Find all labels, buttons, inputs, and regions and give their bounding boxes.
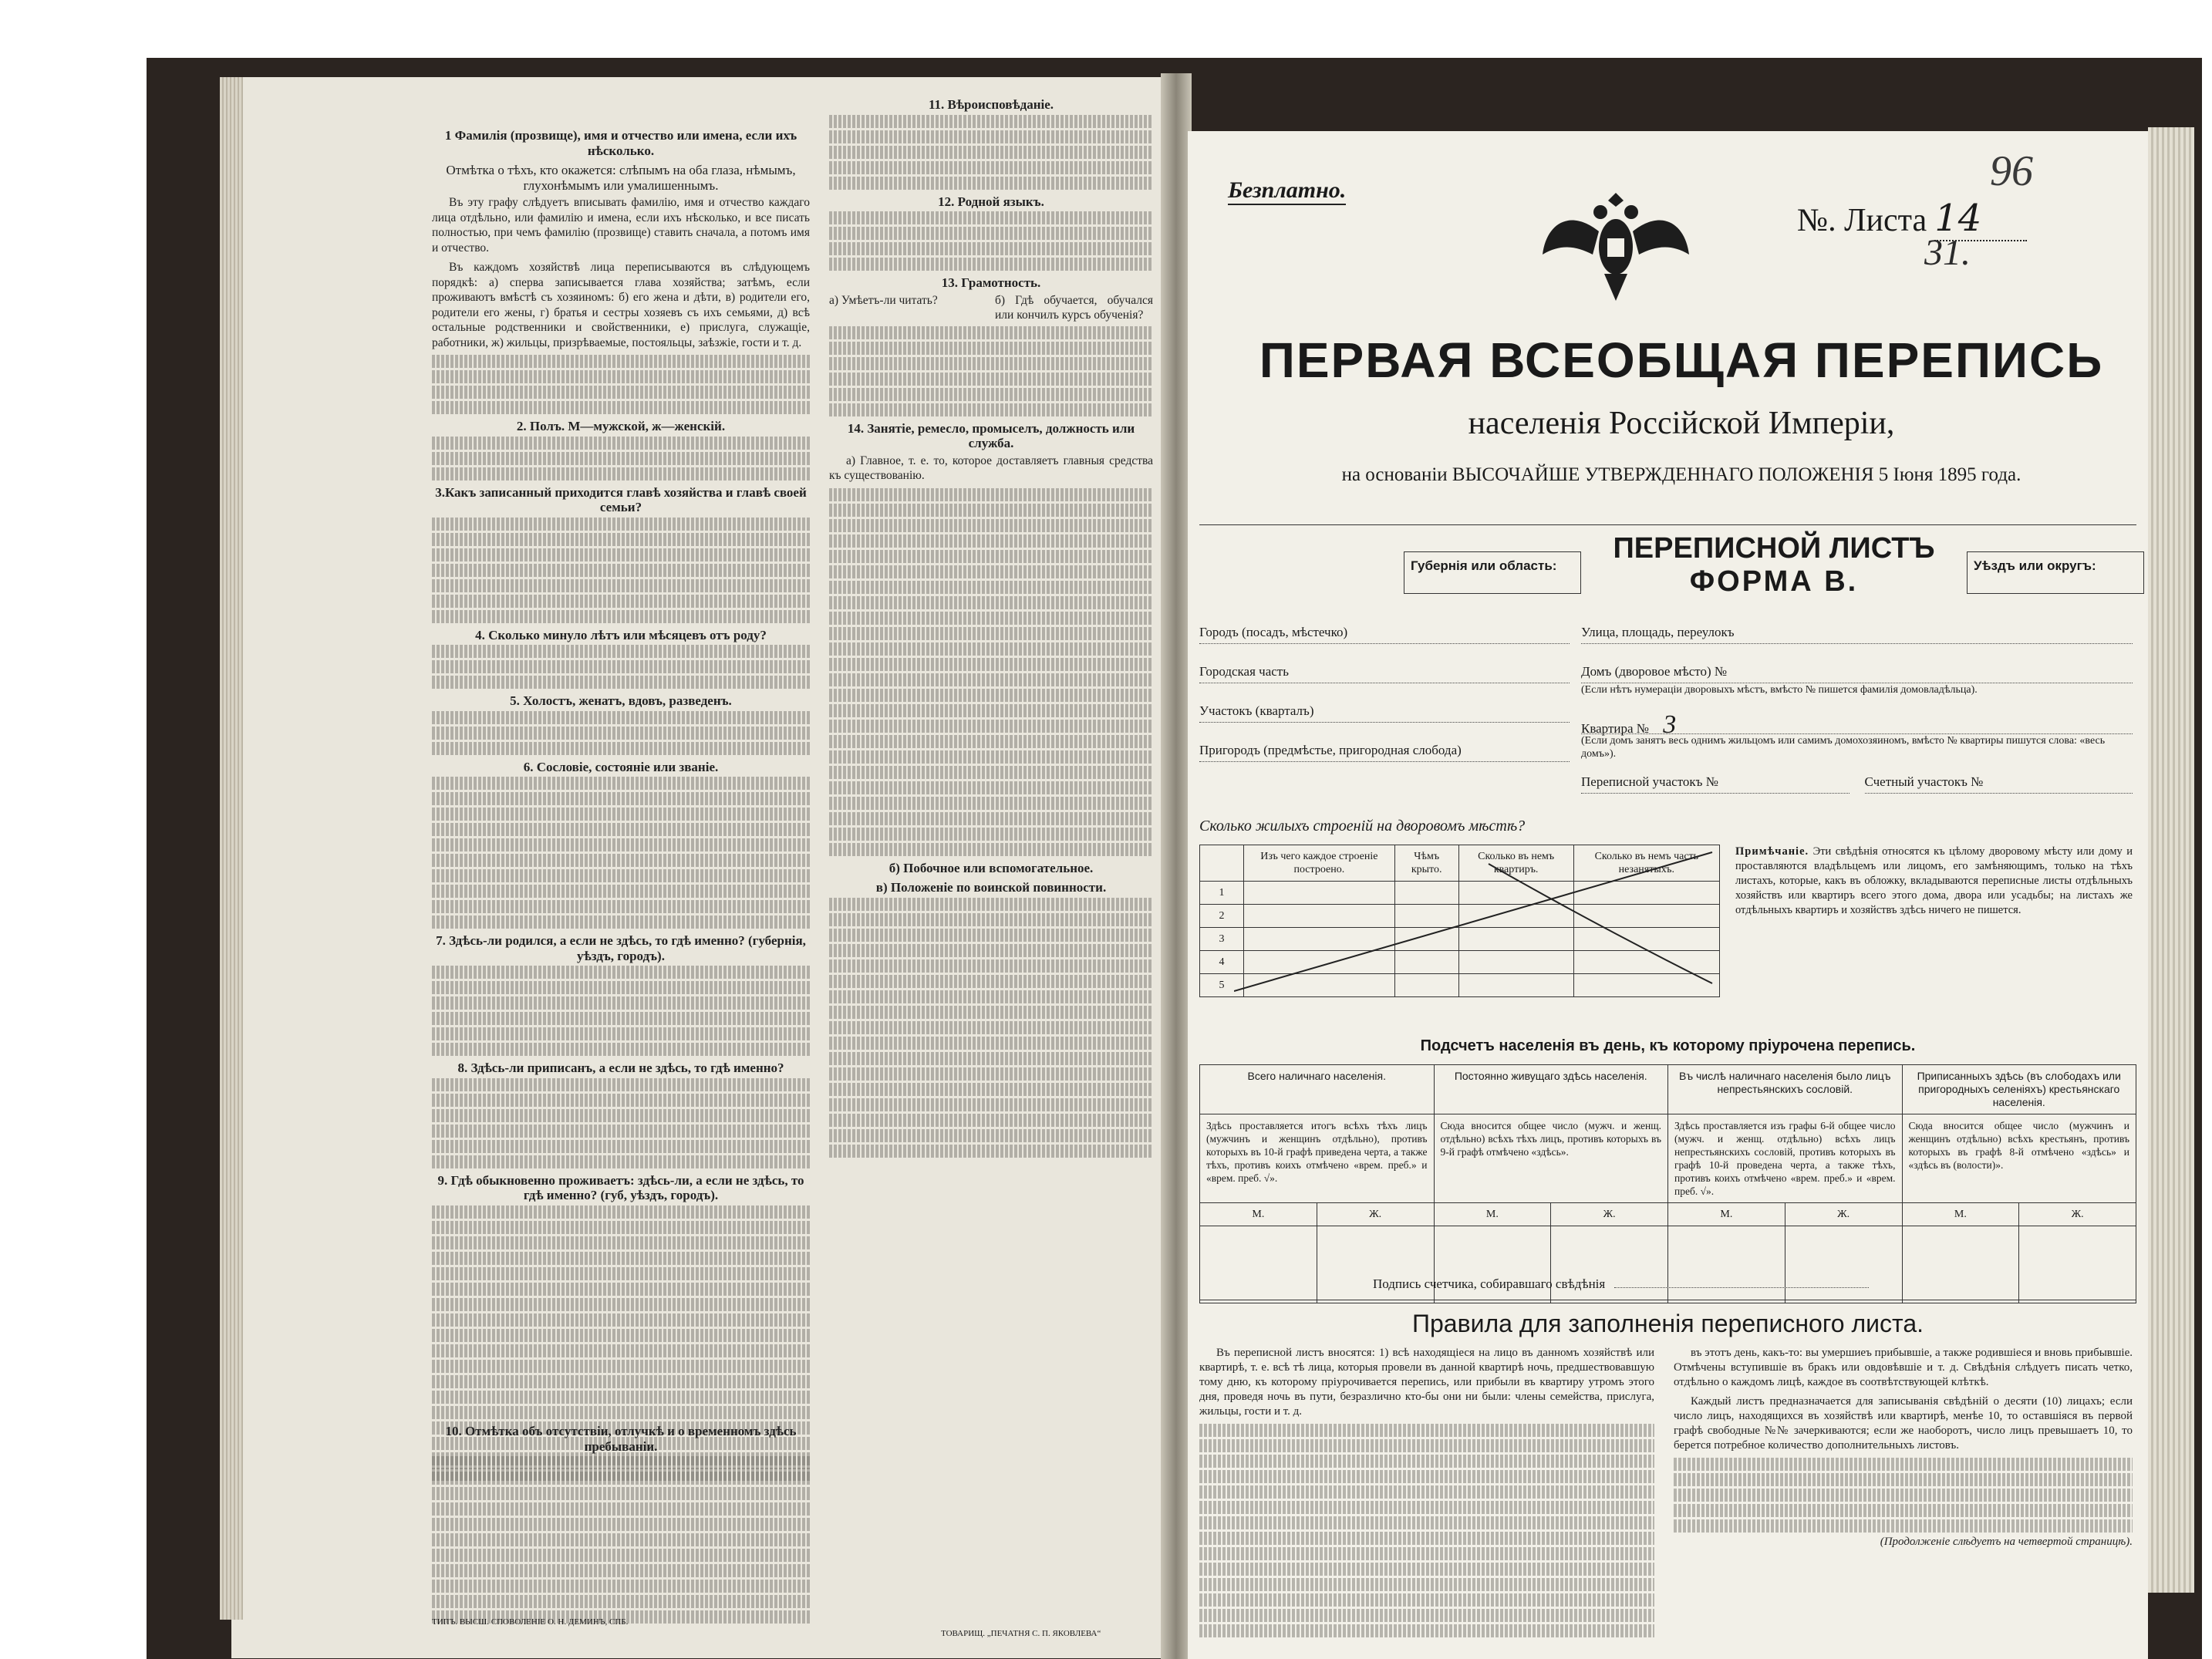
- table-row: 3: [1200, 928, 1720, 951]
- apartment-note: (Если домъ занятъ весь однимъ жильцомъ или самимъ домохозяиномъ, вмѣсто № квартиры пишутся слова: «весь домъ»).: [1581, 735, 2106, 760]
- counter-district-field[interactable]: [1865, 774, 2133, 794]
- rules-text-2: въ этотъ день, какъ-то: вы умершиеъ прибывшіе, а также родившіеся и вновь прибывшіе. Отмѣчены вступившіе въ бракъ или овдовѣвшіе и т. д. Свѣдѣнія слѣдуетъ писать четко, отдѣльно о каждомъ лицѣ, каждое въ соотвѣтствующей клѣткѣ.: [1674, 1347, 2133, 1388]
- summary-male-header: М.: [1434, 1203, 1551, 1226]
- apartment-label: Квартира №: [1581, 721, 1650, 736]
- rules-text-3: Каждый листъ предназначается для записыванія свѣдѣній о десяти (10) лицахъ; если число лицъ, находящихся въ хозяйствѣ или квартирѣ, менѣе 10, то оставшіяся въ первой графѣ свободные №№ зачеркиваются; если же наоборотъ, число лицъ превышаетъ 10, то берется потребное количество дополнительныхъ листовъ.: [1674, 1395, 2133, 1452]
- left-column-1: [432, 123, 810, 1483]
- buildings-question: Сколько жилыхъ строеній на дворовомъ мѣстѣ?: [1199, 818, 1526, 835]
- rules-column-1: [1199, 1346, 1654, 1640]
- section-15-heading: б) Побочное или вспомогательное.: [889, 860, 1094, 875]
- section-6-heading: 6. Сословіе, состояніе или званіе.: [523, 759, 719, 774]
- district-field[interactable]: [1967, 551, 2144, 594]
- buildings-note: [1735, 845, 2133, 918]
- city-part-field[interactable]: [1199, 664, 1570, 683]
- rules-continued: (Продолженіе слѣдуетъ на четвертой страницѣ).: [1880, 1536, 2133, 1548]
- buildings-col-apartments: Сколько въ немъ квартиръ.: [1458, 845, 1573, 882]
- section-14-a: а) Главное, т. е. то, которое доставляетъ главныя средства къ существованію.: [829, 454, 1153, 482]
- free-label: Безплатно.: [1228, 177, 1346, 205]
- summary-col-2-text: Сюда вносится общее число (мужч. и женщ. отдѣльно) всѣхъ тѣхъ лицъ, противъ которыхъ въ 9-й графѣ отмѣчено «здѣсь».: [1434, 1114, 1668, 1203]
- apartment-field[interactable]: [1581, 710, 2133, 739]
- summary-male-header: М.: [1902, 1203, 2019, 1226]
- counter-district-label: Счетный участокъ №: [1864, 774, 1984, 789]
- sheet-number-value: 14: [1934, 197, 2027, 241]
- left-column-1-lower: [432, 1419, 810, 1626]
- summary-cell[interactable]: [1200, 1226, 1317, 1303]
- left-column-2: [829, 93, 1153, 1160]
- house-field[interactable]: [1581, 664, 2133, 683]
- summary-male-header: М.: [1200, 1203, 1317, 1226]
- section-1-text: Въ эту графу слѣдуетъ вписывать фамилію, имя и отчество каждаго лица отдѣльно, или фамилію и имена, если ихъ нѣсколько, и все писать полностью, при чемъ фамилію (прозвище) ставить сначала, а потомъ имя и отчество.: [432, 196, 810, 255]
- note-title: Примѣчаніе.: [1735, 845, 1809, 858]
- handwritten-corner-number: 96: [1990, 147, 2033, 195]
- buildings-col-roof: Чѣмъ крыто.: [1394, 845, 1458, 882]
- section-3-heading: 3.Какъ записанный приходится главѣ хозяйства и главѣ своей семьи?: [435, 484, 807, 514]
- section-7-heading: 7. Здѣсь-ли родился, а если не здѣсь, то гдѣ именно? (губернія, уѣздъ, городъ).: [436, 933, 806, 963]
- census-subtitle: населенія Россійской Имперіи,: [1468, 406, 1895, 441]
- signature-field[interactable]: [1373, 1276, 2044, 1292]
- suburb-field[interactable]: [1199, 743, 1570, 762]
- section-13-a: а) Умѣетъ-ли читать?: [829, 293, 938, 307]
- note-text: Эти свѣдѣнія относятся къ цѣлому дворовому мѣсту или дому и проставляются владѣльцемъ или лицомъ, его замѣняющимъ, только на тѣхъ листахъ, которые, какъ въ обложку, вкладываются переписные листы отдѣльныхъ хозяйствъ или квартиръ всего этого дома, двора или усадьбы; на листахъ же отдѣльныхъ квартиръ и хозяйствъ здѣсь ничего не пишется.: [1735, 845, 2133, 916]
- province-field[interactable]: [1404, 551, 1581, 594]
- summary-col-3-text: Здѣсь проставляется изъ графы 6-й общее число (мужч. и женщ. отдѣльно) всѣхъ лицъ непрестьянскихъ сословій, противъ которыхъ въ графѣ 10-й проведена черта, а также тѣхъ, противъ коихъ отмѣчено «врем. преб.» и «врем. преб. √».: [1668, 1114, 1903, 1203]
- section-9-heading: 9. Гдѣ обыкновенно проживаетъ: здѣсь-ли, а если не здѣсь, то гдѣ именно? (губ, уѣздъ, городъ).: [437, 1172, 804, 1202]
- address-fields-right: [1581, 625, 2133, 794]
- section-10-heading: 10. Отмѣтка объ отсутствіи, отлучкѣ и о временномъ здѣсь пребываніи.: [445, 1424, 797, 1454]
- province-label: Губернія или область:: [1411, 558, 1557, 573]
- right-page-stack-edge: [2148, 127, 2194, 1593]
- apartment-value: 3: [1663, 710, 1677, 739]
- summary-female-header: Ж.: [1551, 1203, 1668, 1226]
- sheet-number-label: №. Листа: [1797, 203, 1927, 238]
- table-row: 2: [1200, 905, 1720, 928]
- census-district-label: Переписной участокъ №: [1581, 774, 1718, 789]
- section-14-heading: 14. Занятіе, ремесло, промыселъ, должность или служба.: [847, 420, 1135, 450]
- form-title-2: ФОРМА В.: [1689, 565, 1859, 598]
- section-16-heading: в) Положеніе по воинской повинности.: [875, 880, 1107, 895]
- section-12-heading: 12. Родной языкъ.: [938, 194, 1044, 209]
- printer-center: ТОВАРИЩ. „ПЕЧАТНЯ С. П. ЯКОВЛЕВА“: [941, 1629, 1101, 1638]
- section-13-b: б) Гдѣ обучается, обучался или кончилъ курсъ обученія?: [995, 293, 1153, 322]
- sheet-number: [1797, 197, 2027, 241]
- street-label: Улица, площадь, переулокъ: [1581, 625, 1735, 639]
- imperial-eagle-icon: [1539, 177, 1693, 309]
- rules-column-2: [1674, 1346, 2133, 1549]
- table-row: 4: [1200, 951, 1720, 974]
- section-8-heading: 8. Здѣсь-ли приписанъ, а если не здѣсь, то гдѣ именно?: [457, 1060, 784, 1075]
- summary-col-2-header: Постоянно живущаго здѣсь населенія.: [1434, 1065, 1668, 1114]
- city-part-label: Городская часть: [1199, 664, 1289, 679]
- street-field[interactable]: [1581, 625, 2133, 644]
- section-1-text-2: Въ каждомъ хозяйствѣ лица переписываются въ слѣдующемъ порядкѣ: а) сперва записывается глава хозяйства; затѣмъ, если проживаютъ вмѣстѣ съ хозяиномъ: б) его жена и дѣти, в) родители его, родители его жены, г) братья и сестры хозяевъ съ ихъ семьями, д) всѣ остальные родственники и свойственники, е) прислуга, служащіе, работники, ж) жильцы, призрѣваемые, постояльцы, заѣзжіе, гости и т. д.: [432, 261, 810, 349]
- rules-text-1: Въ переписной листъ вносятся: 1) всѣ находящіеся на лицо въ данномъ хозяйствѣ или квартирѣ, т. е. всѣ тѣ лица, которыя провели въ данной квартирѣ ночь, предшествовавшую тому дню, къ которому пріурочивается перепись, или прибыли въ квартиру утромъ этого дня, проведя ночь въ пути, безразлично кто-бы они ни были: члены семейства, прислуга, жильцы, гости и т. д.: [1199, 1347, 1654, 1418]
- handwritten-sheet-sub: 31.: [1924, 232, 1971, 273]
- quarter-field[interactable]: [1199, 703, 1570, 723]
- section-11-heading: 11. Вѣроисповѣданіе.: [928, 97, 1054, 112]
- section-2-heading: 2. Полъ. М—мужской, ж—женскій.: [516, 419, 726, 433]
- page-stack-edge: [220, 77, 243, 1620]
- table-row: 1: [1200, 882, 1720, 905]
- section-13-heading: 13. Грамотность.: [941, 275, 1041, 290]
- crossed-out-strike-lines: [1234, 848, 1720, 995]
- summary-male-header: М.: [1668, 1203, 1785, 1226]
- summary-title: Подсчетъ населенія въ день, къ которому пріурочена перепись.: [1420, 1037, 1916, 1054]
- summary-female-header: Ж.: [1785, 1203, 1902, 1226]
- summary-female-header: Ж.: [1317, 1203, 1434, 1226]
- printer-left: ТИПЪ. ВЫСШ. СПОВОЛЕНІЕ О. Н. ДЕМИНЪ, СПБ.: [432, 1617, 629, 1627]
- signature-label: Подпись счетчика, собиравшаго свѣдѣнія: [1373, 1276, 1606, 1291]
- summary-female-header: Ж.: [2019, 1203, 2136, 1226]
- address-fields-left: [1199, 625, 1570, 782]
- form-title-block: [1589, 532, 1959, 599]
- section-4-heading: 4. Сколько минуло лѣтъ или мѣсяцевъ отъ роду?: [475, 627, 767, 642]
- district-label: Уѣздъ или округъ:: [1974, 558, 2096, 573]
- census-basis: на основаніи ВЫСОЧАЙШЕ УТВЕРЖДЕННАГО ПОЛОЖЕНІЯ 5 Іюня 1895 года.: [1341, 464, 2021, 485]
- buildings-col-material: Изъ чего каждое строеніе построено.: [1244, 845, 1395, 882]
- house-label: Домъ (дворовое мѣсто) №: [1581, 664, 1728, 679]
- section-1-heading: 1 Фамилія (прозвище), имя и отчество или имена, если ихъ нѣсколько.: [444, 128, 797, 158]
- form-title-1: ПЕРЕПИСНОЙ ЛИСТЪ: [1613, 532, 1935, 565]
- summary-col-1-header: Всего наличнаго населенія.: [1200, 1065, 1435, 1114]
- rules-title: Правила для заполненія переписного листа.: [1412, 1310, 1924, 1337]
- section-5-heading: 5. Холостъ, женатъ, вдовъ, разведенъ.: [510, 693, 732, 708]
- buildings-col-vacant: Сколько въ немъ часть незанятыхъ.: [1573, 845, 1719, 882]
- table-row: 5: [1200, 974, 1720, 997]
- city-label: Городъ (посадъ, мѣстечко): [1199, 625, 1348, 639]
- city-field[interactable]: [1199, 625, 1570, 644]
- census-district-field[interactable]: [1581, 774, 1850, 794]
- summary-col-4-text: Сюда вносится общее число (мужчинъ и женщинъ отдѣльно) всѣхъ крестьянъ, противъ которыхъ въ графѣ 8-й отмѣчено «здѣсь» и «здѣсь въ (волости)».: [1902, 1114, 2136, 1203]
- census-title: ПЕРВАЯ ВСЕОБЩАЯ ПЕРЕПИСЬ: [1259, 332, 2104, 388]
- section-1-note: Отмѣтка о тѣхъ, кто окажется: слѣпымъ на оба глаза, нѣмымъ, глухонѣмымъ или умалишеннымъ.: [446, 163, 796, 193]
- summary-table: [1199, 1064, 2136, 1303]
- summary-col-1-text: Здѣсь проставляется итогъ всѣхъ тѣхъ лицъ (мужчинъ и женщинъ отдѣльно), противъ которыхъ въ 10-й графѣ приведена черта, а также тѣхъ, противъ коихъ отмѣчено «врем. преб.» и «врем. преб. √».: [1200, 1114, 1435, 1203]
- summary-col-4-header: Приписанныхъ здѣсь (въ слободахъ или пригородныхъ селеніяхъ) крестьянскаго населенія.: [1902, 1065, 2136, 1114]
- quarter-label: Участокъ (кварталъ): [1199, 703, 1314, 718]
- suburb-label: Пригородъ (предмѣстье, пригородная слобода): [1199, 743, 1462, 757]
- summary-col-3-header: Въ числѣ наличнаго населенія было лицъ непрестьянскихъ сословій.: [1668, 1065, 1903, 1114]
- book-gutter: [1161, 73, 1192, 1659]
- house-note: (Если нѣтъ нумераціи дворовыхъ мѣстъ, вмѣсто № пишется фамилія домовладѣльца).: [1581, 684, 1978, 696]
